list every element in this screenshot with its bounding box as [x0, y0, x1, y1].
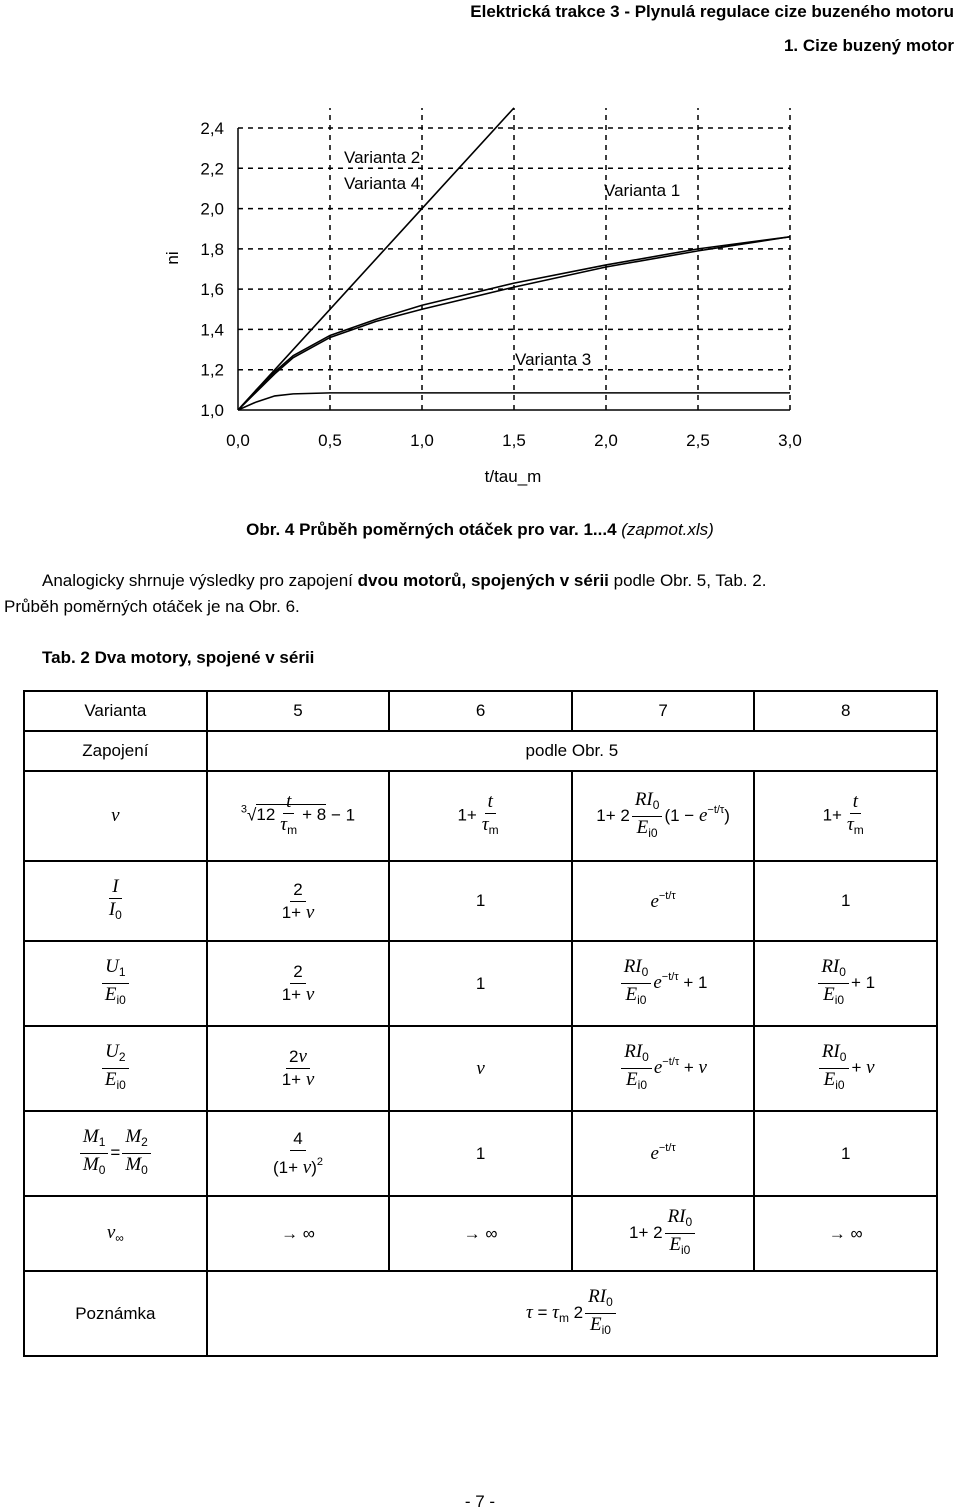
- row-label: Poznámka: [24, 1271, 207, 1356]
- table-row: $\frac{U_2}{E_{i0}}$ $\frac{2\nu}{1+ \nu}$ ν $\frac{RI_0}{E_{i0}}$ $e^{-t/\tau} + \nu$ $\frac{RI_0}{E_{i0}}$ + ν: [24, 1026, 937, 1111]
- table-row: $\frac{I}{I_0}$ $\frac{2}{1+ \nu}$ 1 $e^{-t/\tau}$ 1: [24, 861, 937, 941]
- table-row: $\nu_\infty$ → ∞ → ∞ 1+ 2 $\frac{RI_0}{E_{i0}}$ → ∞: [24, 1196, 937, 1271]
- y-tick-label: 1,0: [200, 401, 224, 420]
- zapojeni-value: podle Obr. 5: [207, 731, 937, 771]
- y-tick-label: 1,4: [200, 320, 224, 340]
- header-subtitle: 1. Cize buzený motor: [783, 36, 954, 55]
- series-line-3: [238, 237, 790, 410]
- header-cell: 5: [207, 691, 390, 731]
- table-row: $\frac{U_1}{E_{i0}}$ $\frac{2}{1+ \nu}$ 1 $\frac{RI_0}{E_{i0}}$ $e^{-t/\tau} + 1$ $\frac{RI_0}{E_{i0}}$ + 1: [24, 941, 937, 1026]
- y-tick-label: 1,8: [200, 239, 224, 259]
- y-tick-label: 2,4: [200, 119, 224, 138]
- table-row: $\frac{M_1}{M_0}$ = $\frac{M_2}{M_0}$ $\frac{4}{(1+ \nu)^2}$ 1 $e^{-t/\tau}$ 1: [24, 1111, 937, 1196]
- series-label-varianta-2: Varianta 2: [344, 148, 421, 167]
- chart: [0, 0, 960, 500]
- y-axis-label: ni: [163, 251, 182, 265]
- x-tick-label: 0,0: [226, 431, 250, 450]
- table-caption: Tab. 2 Dva motory, spojené v sérii: [42, 648, 315, 667]
- paragraph-line2: Průběh poměrných otáček je na Obr. 6.: [4, 597, 300, 616]
- header-cell: 7: [572, 691, 755, 731]
- y-tick-label: 1,6: [200, 280, 224, 300]
- paragraph: Analogicky shrnuje výsledky pro zapojení dvou motorů, spojených v sérii podle Obr. 5, Tab. 2.: [42, 571, 767, 590]
- series-label-varianta-1: Varianta 1: [604, 181, 681, 200]
- series-label-varianta-3: Varianta 3: [515, 350, 592, 369]
- page-number: - 7 -: [464, 1492, 496, 1511]
- x-tick-label: 1,5: [502, 431, 526, 450]
- x-tick-label: 2,5: [686, 431, 710, 450]
- table-row: ν $^3$√12 $\frac{t}{\tau_m}$ + 8 − 1 1+ $\frac{t}{\tau_m}$ 1+ 2 $\frac{RI_0}{E_{i0}}$ $(1 - e^{-t/\tau})$ 1+ $\frac{t}{\tau_m}$: [24, 771, 937, 861]
- header-title: Elektrická trakce 3 - Plynulá regulace cize buzeného motoru: [470, 2, 954, 21]
- figure-caption: Obr. 4 Průběh poměrných otáček pro var. 1...4 (zapmot.xls): [246, 520, 714, 539]
- results-table: [23, 690, 938, 1357]
- header-cell: 8: [754, 691, 937, 731]
- row-label: Zapojení: [24, 731, 207, 771]
- table-row: Poznámka $\tau = \tau_m$ 2 $\frac{RI_0}{E_{i0}}$: [24, 1271, 937, 1356]
- table-row: [24, 731, 937, 771]
- x-axis-label: t/tau_m: [484, 467, 542, 486]
- x-tick-label: 3,0: [778, 431, 802, 450]
- table-row: [24, 691, 937, 731]
- y-tick-label: 2,2: [200, 159, 224, 179]
- x-tick-label: 1,0: [410, 431, 434, 450]
- y-tick-label: 1,2: [200, 360, 224, 380]
- series-label-varianta-4: Varianta 4: [344, 174, 421, 193]
- header-cell: Varianta: [24, 691, 207, 731]
- x-tick-label: 0,5: [318, 431, 342, 450]
- header-cell: 6: [389, 691, 572, 731]
- series-line-2: [238, 237, 790, 410]
- y-tick-label: 2,0: [200, 199, 224, 219]
- x-tick-label: 2,0: [594, 431, 618, 450]
